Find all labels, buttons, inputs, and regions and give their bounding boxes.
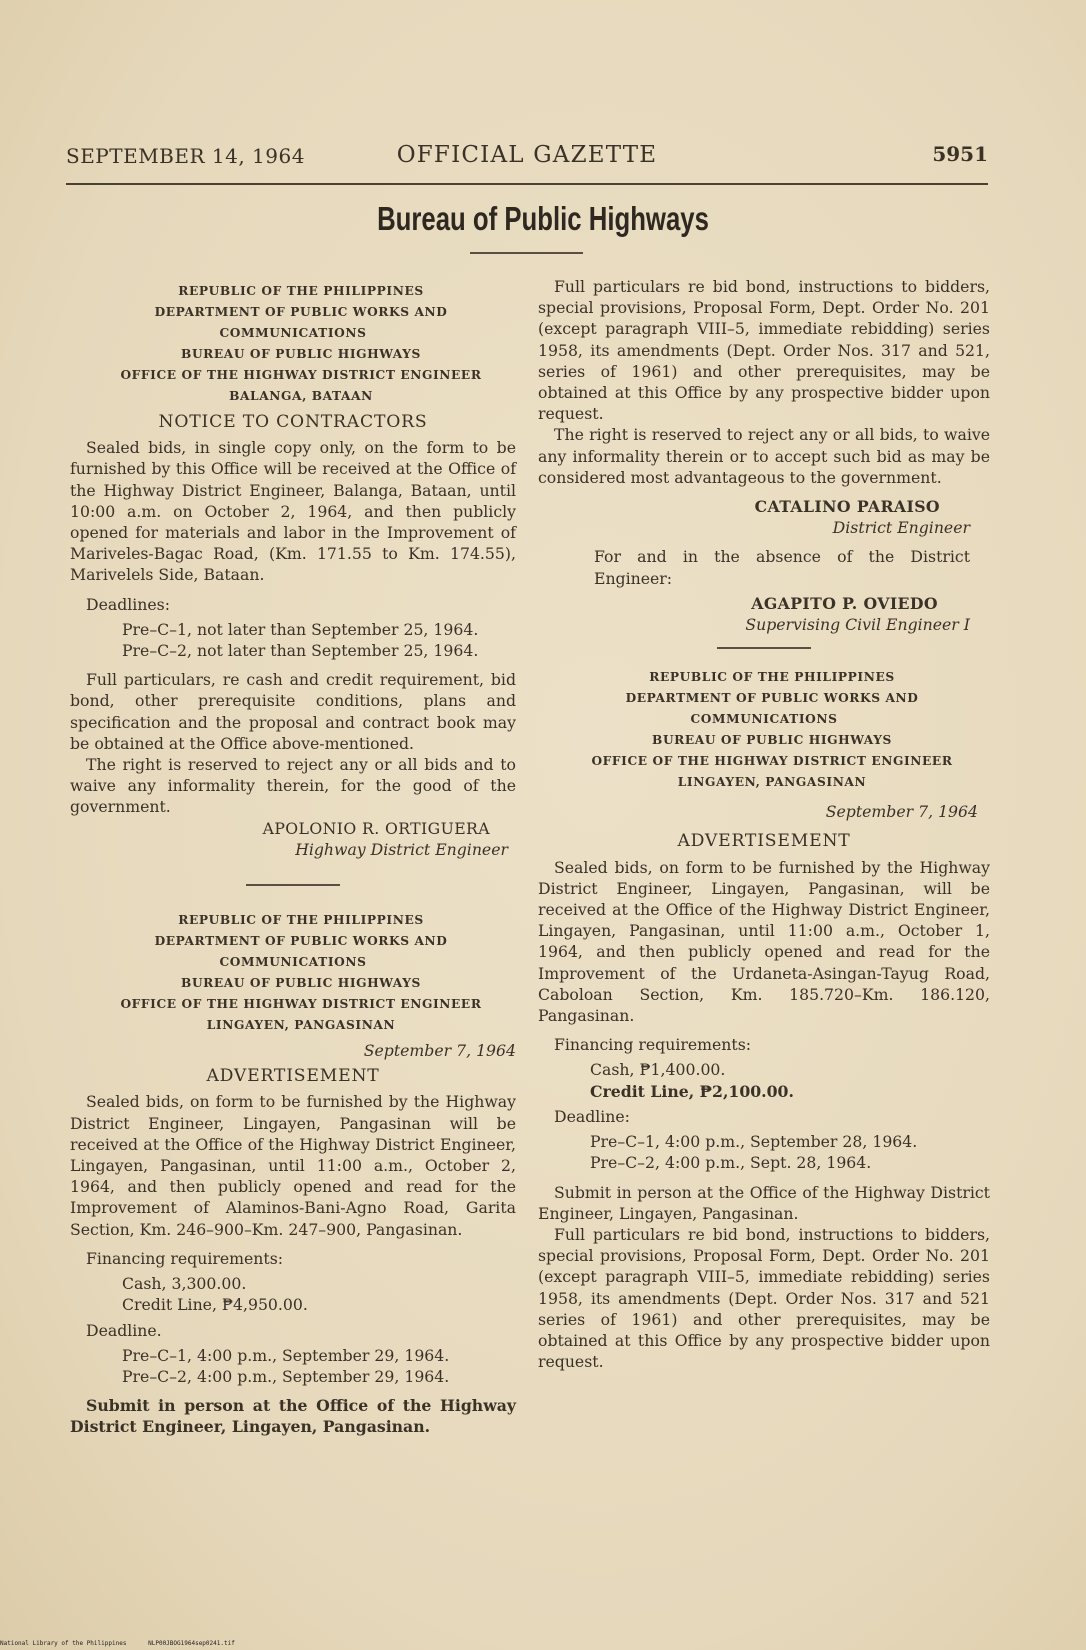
right-column [538,276,990,1372]
header-rule [66,183,988,185]
agency-line: OFFICE OF THE HIGHWAY DISTRICT ENGINEER [591,754,953,769]
notice2-particulars: Full particulars re bid bond, instructions to bidders, special provisions, Proposal Form, Dept. Order No. 201 (except paragraph VIII–5, immediate rebidding) series 1958, its amendments (Dept. Order Nos. 317 and 521, series of 1961) and other prerequisites, may be obtained at this Office by any prospective bidder upon request. [538,277,990,424]
notice2-signer-name: CATALINO PARAISO [754,497,940,517]
agency-line: DEPARTMENT OF PUBLIC WORKS AND COMMUNICATIONS [154,934,448,970]
notice-separator [717,647,811,649]
notice2-body: Sealed bids, on form to be furnished by the Highway District Engineer, Lingayen, Pangasinan will be received at the Office of the Highway District Engineer, Lingayen, Pangasinan, until 11:00 a.m., October 2, 1964, and then publicly opened and read for the Improvement of Alaminos-Bani-Agno Road, Garita Section, Km. 246–900–Km. 247–900, Pangasinan. [70,1092,516,1239]
notice2-deadline-label: Deadline. [86,1320,162,1340]
notice1-agency-block [70,281,516,407]
notice1-body: Sealed bids, in single copy only, on the form to be furnished by this Office will be received at the Office of the Highway District Engineer, Balanga, Bataan, until 10:00 a.m. on October 2, 1964, and then publicly opened for materials and labor in the Improvement of Mariveles-Bagac Road, (Km. 171.55 to Km. 174.55), Marivelels Side, Bataan. [70,438,516,585]
notice2-reservation: The right is reserved to reject any or all bids, to waive any informality therein or to accept such bid as may be considered most advantageous to the government. [538,425,990,487]
notice2-cash: Cash, 3,300.00. [122,1274,247,1294]
publication-name: OFFICIAL GAZETTE [396,142,658,168]
page-header [66,140,988,174]
notice1-deadline-2: Pre–C–2, not later than September 25, 1964. [122,641,479,661]
notice2-heading: ADVERTISEMENT [206,1066,380,1087]
notice2-deadline-1: Pre–C–1, 4:00 p.m., September 29, 1964. [122,1345,450,1365]
notice2-absence-line: For and in the absence of the District Engineer: [594,547,970,588]
section-title: Bureau of Public Highways [377,200,709,237]
title-rule [470,252,583,254]
agency-line: LINGAYEN, PANGASINAN [206,1018,396,1033]
notice2-credit: Credit Line, ₱4,950.00. [122,1295,308,1315]
agency-line: DEPARTMENT OF PUBLIC WORKS AND COMMUNICATIONS [154,305,448,340]
notice3-credit: Credit Line, ₱2,100.00. [590,1081,794,1101]
notice1-deadline-1: Pre–C–1, not later than September 25, 1964. [122,619,479,639]
notice2-signer-title: District Engineer [832,518,970,538]
notice3-particulars: Full particulars re bid bond, instructions to bidders, special provisions, Proposal Form, Dept. Order No. 201 (except paragraph VIII–5, immediate rebidding) series 1958, its amendments (Dept. Order Nos. 317 and 521 series of 1961) and other prerequisites, may be obtained at this Office by any prospective bidder upon request. [538,1224,990,1372]
notice2-date: September 7, 1964 [363,1041,516,1061]
agency-line: REPUBLIC OF THE PHILIPPINES [178,913,424,928]
notice3-heading: ADVERTISEMENT [677,831,851,852]
notice3-submit: Submit in person at the Office of the Highway District Engineer, Lingayen, Pangasinan. [538,1182,990,1223]
notice2-deadline-2: Pre–C–2, 4:00 p.m., September 29, 1964. [122,1366,450,1386]
footer-file: NLP00JBOG1964sep0241.tif [148,1640,235,1647]
issue-date: SEPTEMBER 14, 1964 [66,144,305,168]
notice3-deadline-2: Pre–C–2, 4:00 p.m., Sept. 28, 1964. [590,1153,872,1173]
notice3-deadline-label: Deadline: [554,1106,630,1126]
notice1-signer-title: Highway District Engineer [295,839,508,859]
notice3-financing-label: Financing requirements: [554,1035,752,1055]
notice2-agency-block [70,910,516,1036]
agency-line: OFFICE OF THE HIGHWAY DISTRICT ENGINEER [120,368,482,382]
page-number: 5951 [932,142,988,166]
notice2-signer2-name: AGAPITO P. OVIEDO [751,593,938,613]
agency-line: REPUBLIC OF THE PHILIPPINES [178,284,424,298]
notice1-particulars: Full particulars, re cash and credit requirement, bid bond, other prerequisite conditions, plans and specification and the proposal and contract book may be obtained at the Office above-mentioned. [70,670,516,753]
notice3-date: September 7, 1964 [825,802,978,822]
notice2-signer2-title: Supervising Civil Engineer I [745,615,970,635]
notice3-body: Sealed bids, on form to be furnished by the Highway District Engineer, Lingayen, Pangasinan, will be received at the Office of the Highway District Engineer, Lingayen, Pangasinan, until 11:00 a.m., October 1, 1964, and then publicly opened and read for the Improvement of the Urdaneta-Asingan-Tayug Road, Caboloan Section, Km. 185.720–Km. 186.120, Pangasinan. [538,857,990,1026]
agency-line: BUREAU OF PUBLIC HIGHWAYS [652,733,892,748]
notice1-signer-name: APOLONIO R. ORTIGUERA [262,818,490,838]
agency-line: OFFICE OF THE HIGHWAY DISTRICT ENGINEER [120,997,482,1012]
notice3-agency-block [538,667,990,793]
notice1-deadlines-label: Deadlines: [86,594,171,614]
notice3-deadline-1: Pre–C–1, 4:00 p.m., September 28, 1964. [590,1132,918,1152]
notice2-submit: Submit in person at the Office of the Highway District Engineer, Lingayen, Pangasinan. [70,1396,516,1437]
agency-line: DEPARTMENT OF PUBLIC WORKS AND COMMUNICATIONS [625,691,919,727]
scan-footer [0,1640,235,1647]
notice-separator [246,884,340,886]
left-column [70,281,516,1438]
agency-line: BUREAU OF PUBLIC HIGHWAYS [181,347,421,361]
notice3-cash: Cash, ₱1,400.00. [590,1060,726,1080]
notice1-reservation: The right is reserved to reject any or all bids and to waive any informality therein, for the good of the government. [70,755,516,817]
notice1-heading: NOTICE TO CONTRACTORS [158,412,428,432]
agency-line: BALANGA, BATAAN [229,389,373,403]
agency-line: REPUBLIC OF THE PHILIPPINES [649,670,895,685]
footer-library: National Library of the Philippines [0,1640,127,1647]
agency-line: BUREAU OF PUBLIC HIGHWAYS [181,976,421,991]
notice2-financing-label: Financing requirements: [86,1248,284,1268]
agency-line: LINGAYEN, PANGASINAN [677,775,867,790]
